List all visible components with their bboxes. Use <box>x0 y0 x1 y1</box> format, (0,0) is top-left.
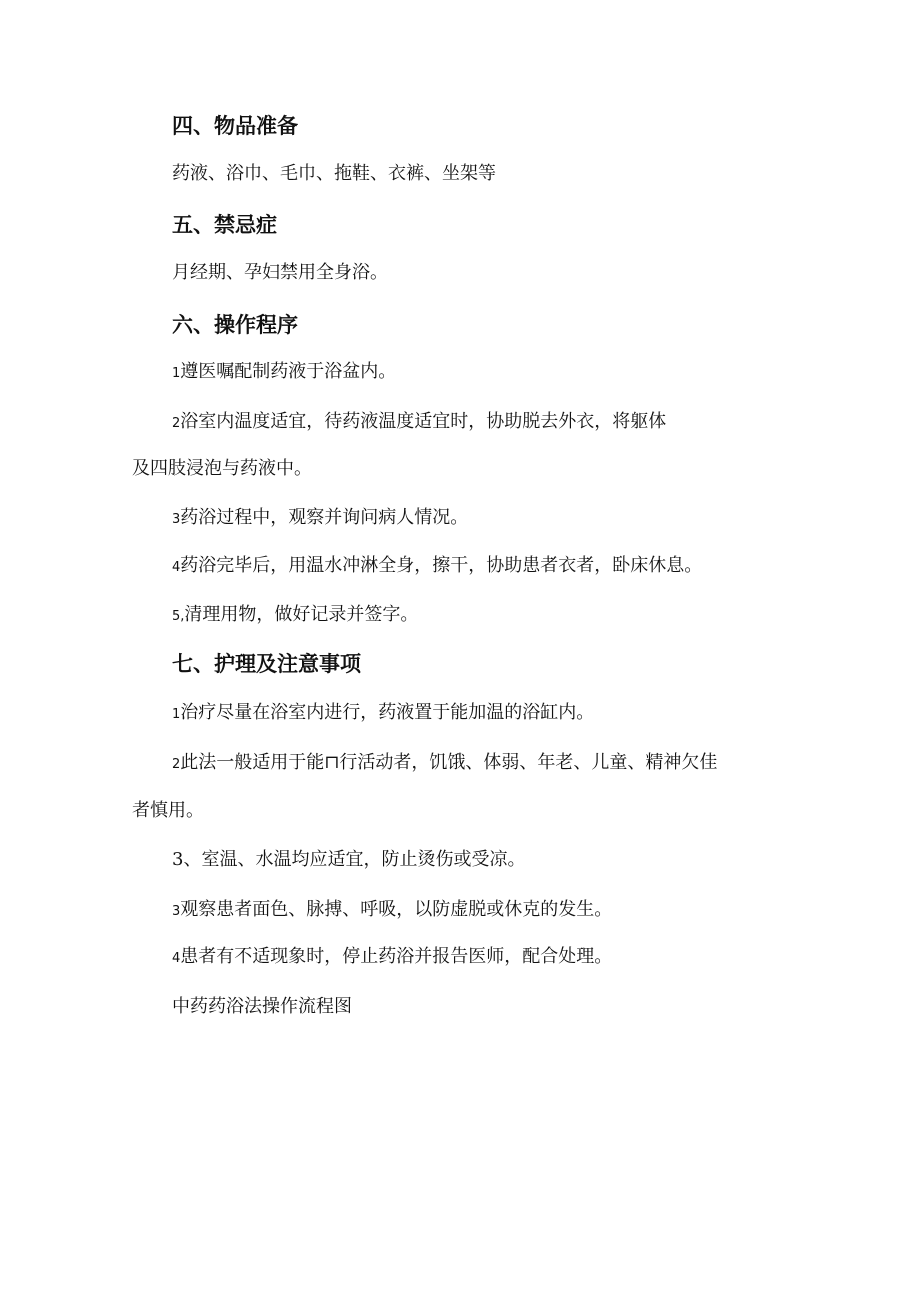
precaution-item-5-number: 4 <box>172 951 181 966</box>
flowchart-caption: 中药药浴法操作流程图 <box>172 996 352 1017</box>
procedure-step-4-text: 药浴完毕后，用温水冲淋全身，擦干，协助患者衣者，卧床休息。 <box>180 555 703 576</box>
precaution-item-4 <box>172 897 612 925</box>
precaution-item-2-number: 2 <box>172 757 181 772</box>
procedure-step-2-continuation: 及四肢浸泡与药液中。 <box>132 458 312 479</box>
procedure-step-2-number: 2 <box>172 416 181 431</box>
procedure-step-5-text: 清理用物，做好记录并签字。 <box>184 604 419 625</box>
procedure-step-1 <box>172 359 396 387</box>
procedure-step-3-text: 药浴过程中，观察并询问病人情况。 <box>180 507 469 528</box>
procedure-step-1-number: 1 <box>172 366 181 381</box>
precaution-item-4-number: 3 <box>172 904 181 919</box>
section-heading-supplies: 四、物品准备 <box>172 114 298 138</box>
procedure-step-3-number: 3 <box>172 512 181 527</box>
precaution-item-5-text: 患者有不适现象时，停止药浴并报告医师，配合处理。 <box>180 946 613 967</box>
section-heading-precautions: 七、护理及注意事项 <box>172 652 361 676</box>
section-heading-contraindications: 五、禁忌症 <box>172 213 277 237</box>
procedure-step-2-text: 浴室内温度适宜，待药液温度适宜时，协助脱去外衣，将躯体 <box>180 411 667 432</box>
procedure-step-5-number: 5, <box>172 609 185 624</box>
contraindications-text: 月经期、孕妇禁用全身浴。 <box>172 262 388 283</box>
procedure-step-2 <box>172 409 666 437</box>
precaution-item-1-text: 治疗尽量在浴室内进行，药液置于能加温的浴缸内。 <box>180 702 595 723</box>
precaution-item-1 <box>172 700 594 728</box>
procedure-step-4 <box>172 553 702 581</box>
procedure-step-1-text: 遵医嘱配制药液于浴盆内。 <box>180 361 397 382</box>
procedure-step-5 <box>172 602 418 630</box>
precaution-item-5 <box>172 944 612 972</box>
precaution-item-1-number: 1 <box>172 707 181 722</box>
precaution-item-3 <box>172 847 525 875</box>
procedure-step-3 <box>172 505 468 533</box>
precaution-item-2 <box>172 750 717 778</box>
procedure-step-4-number: 4 <box>172 560 181 575</box>
precaution-item-2-continuation: 者慎用。 <box>132 800 204 821</box>
section-heading-procedure: 六、操作程序 <box>172 313 298 337</box>
precaution-item-2-text: 此法一般适用于能⊓行活动者，饥饿、体弱、年老、儿童、精神欠佳 <box>180 752 718 773</box>
precaution-item-3-text: 3、室温、水温均应适宜，防止烫伤或受凉。 <box>172 849 526 870</box>
supplies-text: 药液、浴巾、毛巾、拖鞋、衣裤、坐架等 <box>172 163 496 184</box>
precaution-item-4-text: 观察患者面色、脉搏、呼吸，以防虚脱或休克的发生。 <box>180 899 613 920</box>
